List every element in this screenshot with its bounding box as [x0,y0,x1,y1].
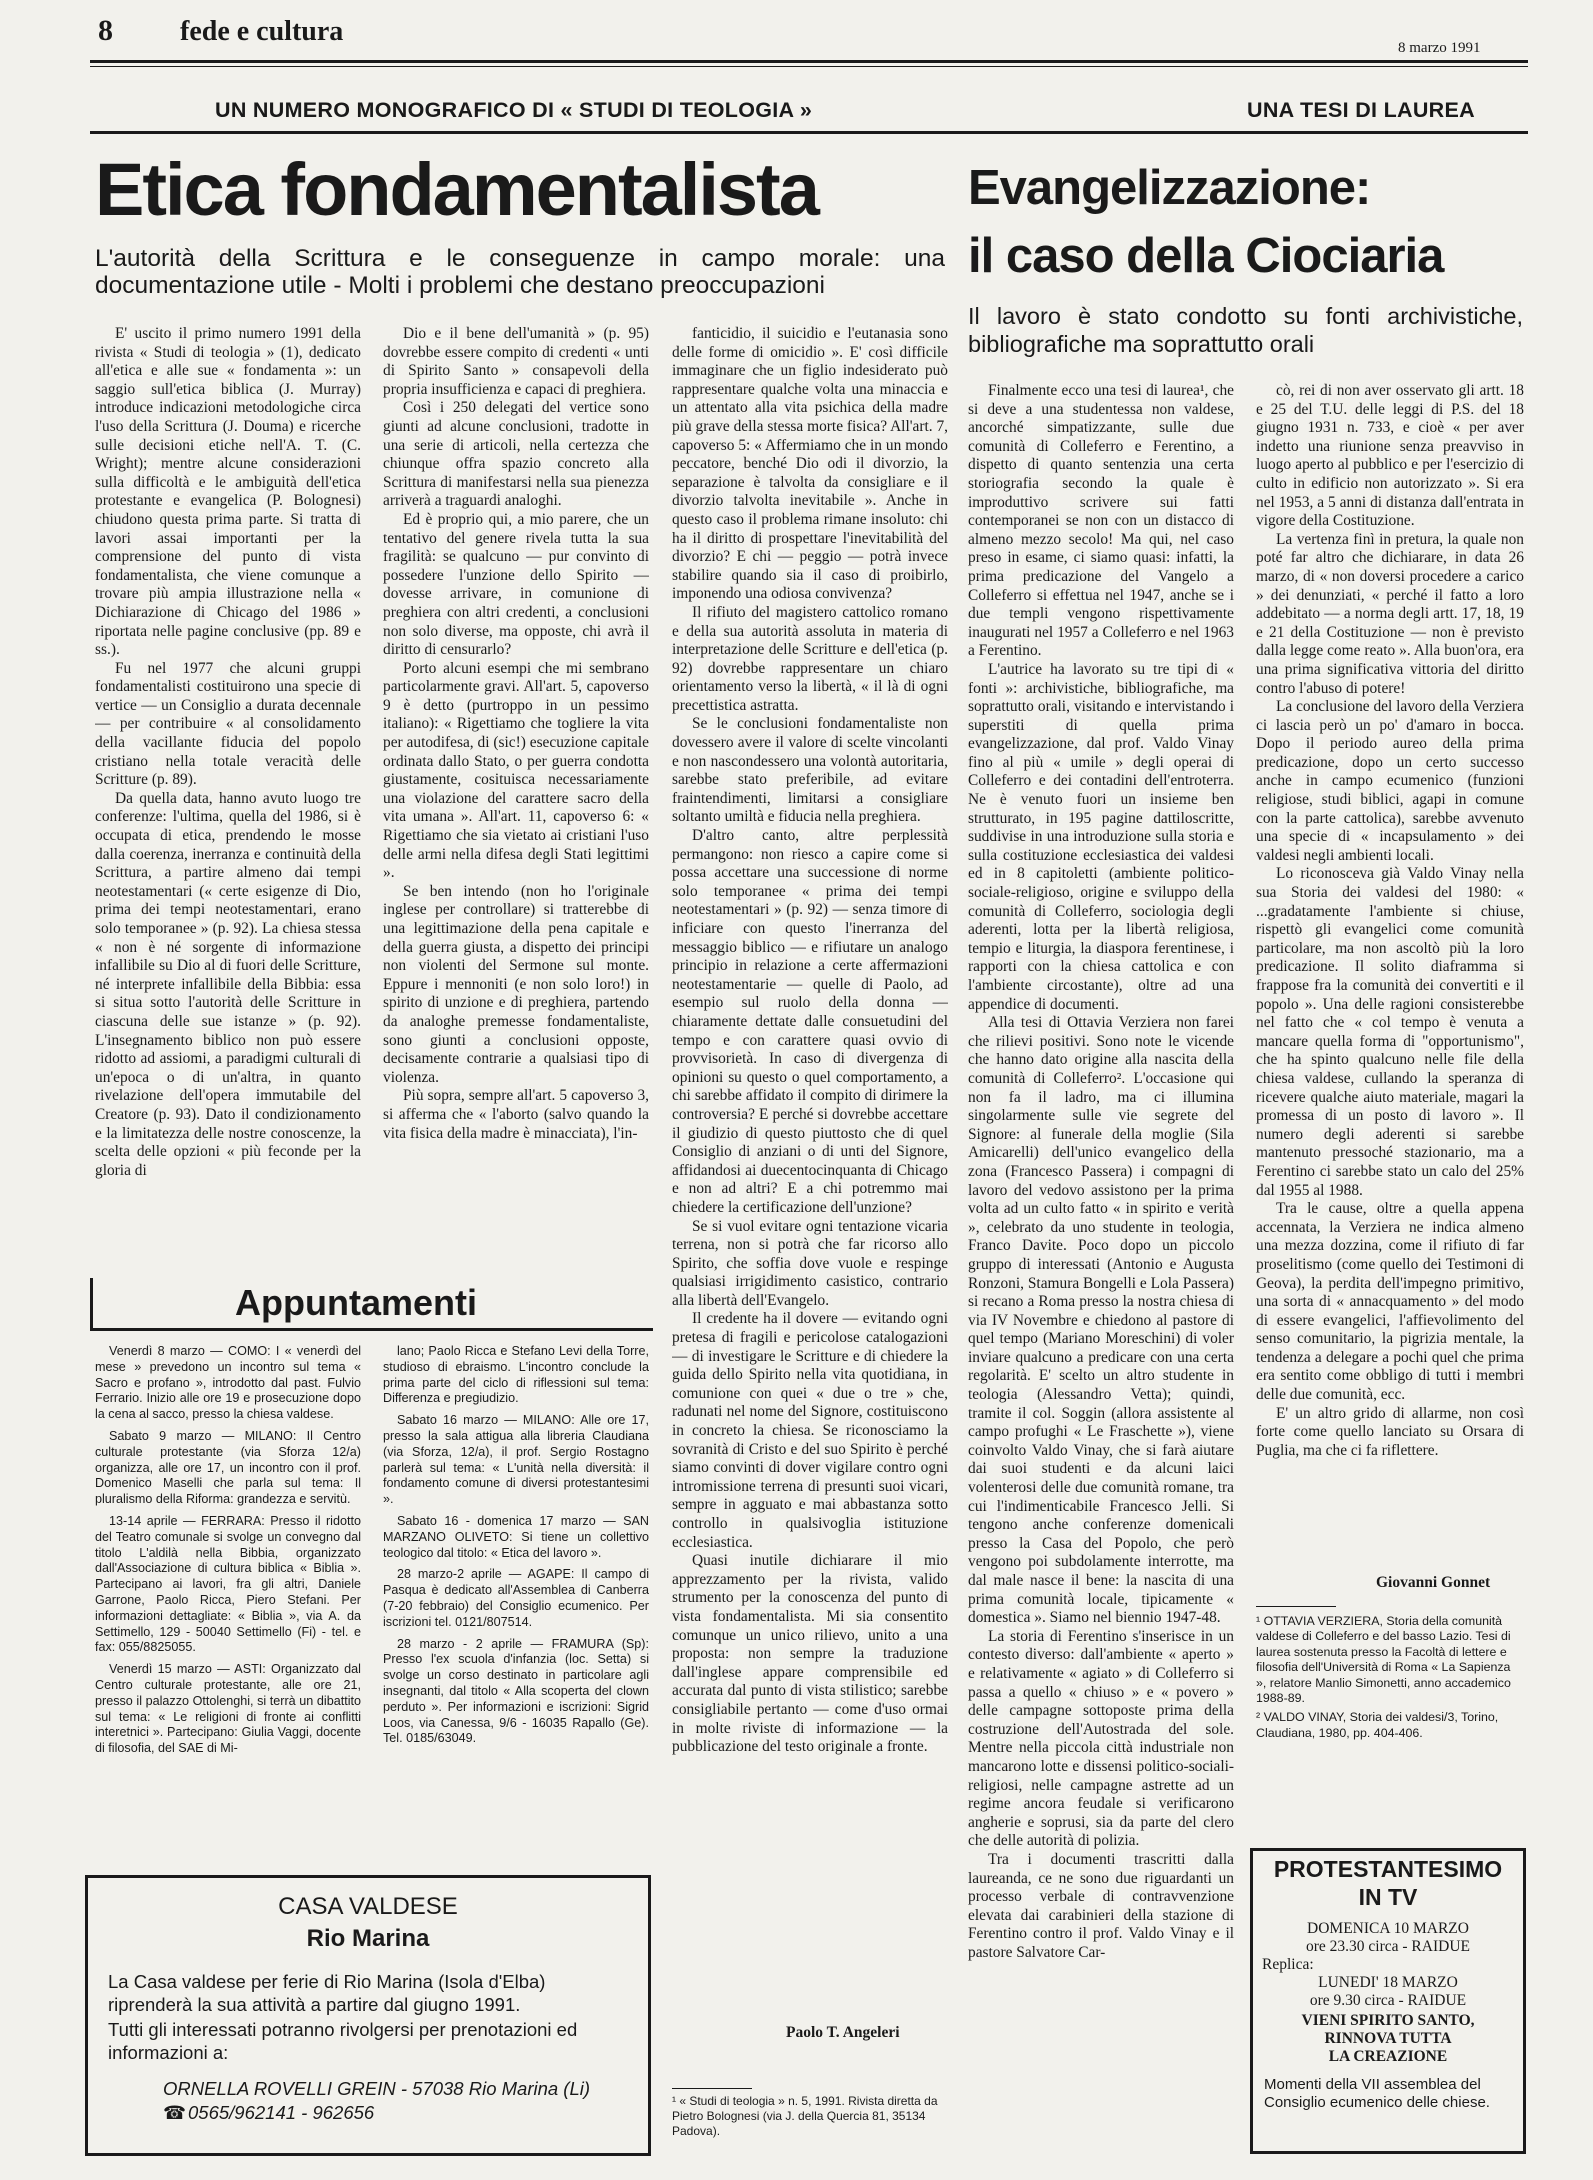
paragraph: Fu nel 1977 che alcuni gruppi fondamentalisti costituirono una specie di vertice — un Consiglio a durata decennale — per contribuire « al consolidamento della vacillante fiducia del popolo cristiano nella totale veracità delle Scritture (p. 89). [95,659,361,789]
paragraph: Tra le cause, oltre a quella appena accennata, la Verziera ne indica almeno una mezza dozzina, come il rifiuto di far proselitismo (come quello dei Testimoni di Geova), la perdita dell'impegno primitivo, una sorta di « annacquamento » del modo di essere evangelici, l'affievolimento del senso comunitario, la pigrizia mentale, la tendenza a delegare a pochi quel che prima era sentito come obbligo di tutti i membri delle due comunità, ecc. [1256,1200,1524,1404]
right-footnote-rule [1256,1606,1336,1607]
paragraph: Venerdì 15 marzo — ASTI: Organizzato dal Centro culturale protestante, alle ore 21, presso il palazzo Ottolenghi, si terrà un dibattito sul tema: « Le religioni di fronte ai conflitti interetnici ». Partecipano: Giulia Vaggi, docente di filosofia, del SAE di Mi- [95,1662,361,1756]
paragraph: Sabato 16 - domenica 17 marzo — SAN MARZANO OLIVETO: Si tiene un collettivo teologico dal titolo: « Etica del lavoro ». [383,1513,649,1560]
left-kicker: UN NUMERO MONOGRAFICO DI « STUDI DI TEOLOGIA » [215,98,813,122]
paragraph: Finalmente ecco una tesi di laurea¹, che si deve a una studentessa non valdese, ancorché simpatizzante, sulle due comunità di Colleferro e Ferentino, a dispetto di quanto sentenzia una certa storiografia secondo la quale è improduttivo scrivere sui fatti contemporanei se non con un distacco di almeno mezzo secolo! Ma qui, nel caso preso in esame, ci siamo quasi: infatti, la prima predicazione del Vangelo a Colleferro si effettua nel 1947, anche se i due templi vengono rispettivamente inaugurati nel 1957 a Colleferro e nel 1963 a Ferentino. [968,382,1234,660]
paragraph: 13-14 aprile — FERRARA: Presso il ridotto del Teatro comunale si svolge un convegno dal titolo L'aldilà nella Bibbia, organizzato dall'Associazione di cultura biblica « Biblia ». Partecipano ai lavori, fra gli altri, Daniele Garrone, Paolo Ricca, Piero Stefani. Per informazioni dettagliate: « Biblia », via A. da Settimello, 129 - 50040 Settimello (Fi) - tel. e fax: 055/8825055. [95,1513,361,1655]
paragraph: Alla tesi di Ottavia Verziera non farei che rilievi positivi. Sono note le vicende che hanno dato origine alla nascita della comunità di Colleferro². L'occasione qui non fa il ladro, ma ci illumina singolarmente sulle vie segrete del Signore: al funerale della moglie (Sila Amicarelli) dell'unico evangelico della zona (Francesco Passera) i compagni di lavoro del vedovo assistono per la prima volta ad un culto fatto « in spirito e verità », celebrato da uno studente in teologia, Franco Davite. Poco dopo un piccolo gruppo di interessati (Antonio e Augusta Ronzoni, Stamura Bongelli e Lola Passera) si recano a Roma presso la nostra chiesa di via IV Novembre e chiedono al pastore di quel tempo (Mariano Moreschini) di voler inviare qualcuno a predicare con una certa regolarità. E' scelto un altro studente in teologia (Alessandro Vetta); quindi, tramite il col. Soggin (allora assistente al campo profughi « Le Fraschette »), viene coinvolto Valdo Vinay, che si farà aiutare dai suoi studenti e da alcuni laici volenterosi delle due comunità romane, tra cui l'indimenticabile Francesco Jelli. Si tengono anche conferenze domenicali presso la Casa del Popolo, che però vengono poi subdolamente interrotte, ma dal male nasce il bene: la nascita di una prima comunità locale, tipicamente « domestica ». Siamo nel biennio 1947-48. [968,1014,1234,1627]
tv-line-4: LUNEDI' 18 MARZO [1318,1974,1458,1991]
right-subheadline: Il lavoro è stato condotto su fonti archivistiche, bibliografiche ma soprattutto orali [968,303,1523,357]
page-number: 8 [98,14,113,47]
paragraph: fanticidio, il suicidio e l'eutanasia sono delle forme di omicidio ». E' così difficile immaginare che un figlio indesiderato può rappresentare qualche volta una minaccia e un attentato alla vita psichica della madre più grave della stessa morte fisica? All'art. 7, capoverso 5: « Affermiamo che in un mondo peccatore, benché Dio odi il divorzio, la separazione è talvolta da consigliare e il divorzio talvolta inevitabile ». Anche in questo caso il problema rimane insoluto: chi ha il diritto di prospettare l'inevitabilità del divorzio? E chi — peggio — potrà invece stabilire quando sia il caso di proibirlo, imponendo una odiosa convivenza? [672,325,948,603]
paragraph: Se le conclusioni fondamentaliste non dovessero avere il valore di scelte vincolanti e non nascondessero una volontà autoritaria, sarebbe stato preferibile, ad evitare fraintendimenti, limitarsi a consigliare soltanto umiltà e fiducia nella preghiera. [672,715,948,826]
header-rule-thin [90,66,1528,67]
left-headline: Etica fondamentalista [95,148,818,231]
casa-valdese-phone: 0565/962141 - 962656 [188,2102,375,2123]
left-story-column-2 [383,325,649,1255]
appuntamenti-column-2 [383,1344,649,1814]
paragraph: Quasi inutile dichiarare il mio apprezzamento per la rivista, valido strumento per la conoscenza del punto di vista fondamentalista. Mi sia consentito comunque un unico rilievo, unito a una proposta: non sempre la traduzione dall'inglese appare comprensibile ed accurata dal punto di vista stilistico; sarebbe consigliabile pertanto — come d'uso ormai in molte riviste di informazione — la pubblicazione del testo originale a fronte. [672,1552,948,1756]
paragraph: cò, rei di non aver osservato gli artt. 18 e 25 del T.U. delle leggi di P.S. del 18 giugno 1931 n. 733, e cioè « per aver indetto una riunione senza preavviso in luogo aperto al pubblico e per l'esercizio di culto in edificio non autorizzato ». Si era nel 1953, a 5 anni di distanza dall'entrata in vigore della Costituzione. [1256,382,1524,530]
tv-title-2: IN TV [1358,1884,1418,1910]
paragraph: 28 marzo-2 aprile — AGAPE: Il campo di Pasqua è dedicato all'Assemblea di Canberra (7-20 febbraio) del Consiglio ecumenico. Per iscrizioni tel. 0121/807514. [383,1567,649,1629]
header-rule [90,60,1528,63]
paragraph: Il rifiuto del magistero cattolico romano e della sua autorità assoluta in materia di interpretazione delle Scritture e dell'etica (p. 92) dovrebbe rappresentare un chiaro orientamento verso la libertà, « il là di ogni precettistica astratta. [672,603,948,714]
paragraph: Se si vuol evitare ogni tentazione vicaria terrena, non si potrà che far ricorso allo Spirito, che soffia dove vuole e respinge qualsiasi irrigidimento casistico, contrario alla libertà dell'Evangelo. [672,1217,948,1309]
paragraph: L'autrice ha lavorato su tre tipi di « fonti »: archivistiche, bibliografiche, ma soprattutto orali, visitando e intervistando i superstiti di quella prima evangelizzazione, dal prof. Valdo Vinay fino al più « umile » degli operai di Colleferro e dei contadini dell'entroterra. Ne è venuto fuori un insieme ben strutturato, in 195 pagine dattiloscritte, suddivise in una introduzione sulla storia e sulla costituzione ecclesiastica dei valdesi ed in 8 capitoletti (ambiente politico-sociale-religioso, origine e sviluppo della comunità di Colleferro, sociologia degli aderenti, lotta per la libertà religiosa, tempio e liturgia, la diaspora ferentinese, i rapporti con la chiesa cattolica e con l'ambiente circostante), oltre ad una appendice di documenti. [968,660,1234,1013]
right-story-column-2 [1256,382,1524,1562]
paragraph: ² VALDO VINAY, Storia dei valdesi/3, Torino, Claudiana, 1980, pp. 404-406. [1256,1710,1499,1740]
paragraph: Il credente ha il dovere — evitando ogni pretesa di fragili e pericolose catalogazioni — di investigare le Scritture e di chiedere la guida dello Spirito nella vita quotidiana, in comunione con quei « due o tre » che, radunati nel nome del Signore, costituiscono in concreto la chiesa. Se riconosciamo la sovranità di Cristo e del suo Spirito è perché siamo convinti di dover vigilare contro ogni intromissione terrena di presunti suoi vicari, sempre in agguato e mai abbastanza sotto controllo in qualsivoglia istituzione ecclesiastica. [672,1310,948,1551]
tv-title-1: PROTESTANTESIMO [1273,1856,1503,1882]
right-headline-2: il caso della Ciociaria [968,229,1444,283]
paragraph: Sabato 9 marzo — MILANO: Il Centro culturale protestante (via Sforza 12/a) organizza, alle ore 17, un incontro con il prof. Domenico Maselli che parla sul tema: Il pluralismo della Riforma: grandezza e servitù. [95,1428,361,1507]
paragraph: Dio e il bene dell'umanità » (p. 95) dovrebbe essere compito di credenti « unti di Spirito Santo » consapevoli della propria insufficienza e capaci di preghiera. [383,325,649,398]
paragraph: Così i 250 delegati del vertice sono giunti ad alcune conclusioni, tradotte in una serie di articoli, nella certezza che chiunque offra spazio concreto alla Scrittura di manifestarsi nella sua pienezza arriverà a traguardi analoghi. [383,399,649,510]
appuntamenti-column-1 [95,1344,361,1874]
paragraph: Se ben intendo (non ho l'originale inglese per controllare) si tratterebbe di una legittimazione della pena capitale e della guerra giusta, a dispetto dei principi non violenti del Sermone sul monte. Eppure i mennoniti (e non solo loro!) in spirito di unzione e di preghiera, partendo da analoghe premesse fondamentaliste, sono giunti a conclusioni opposte, decisamente contrarie a qualsiasi tipo di violenza. [383,882,649,1086]
paragraph: Da quella data, hanno avuto luogo tre conferenze: l'ultima, quella del 1986, si è occupata di etica, prendendo le mosse dalla coerenza, inerranza e continuità della Scrittura, a partire almeno dai tempi neotestamentari (« certe esigenze di Dio, prima dei tempi neotestamentari, erano solo temporanee » (p. 92). La chiesa stessa « non è né sorgente di informazione infallibile su Dio al di fuori delle Scritture, né interprete infallibile della Bibbia: essa si situa sotto l'autorità delle Scritture in ciascuna delle sue istanze » (p. 92). L'insegnamento biblico non può essere ridotto ad assiomi, a paradigmi culturali di un'epoca o di un'altra, in quanto rivelazione dell'opera immutabile del Creatore (p. 93). Dato il condizionamento e la limitatezza delle nostre conoscenze, la scelta delle opzioni « più feconde per la gloria di [95,789,361,1179]
paragraph: Venerdì 8 marzo — COMO: I « venerdì del mese » prevedono un incontro sul tema « Sacro e profano », introdotto dal past. Fulvio Ferrario. Inizio alle ore 19 e prosecuzione dopo la cena al sacco, presso la chiesa valdese. [95,1344,361,1422]
paragraph: ¹ OTTAVIA VERZIERA, Storia della comunità valdese di Colleferro e del basso Lazio. Tesi di laurea sostenuta presso la Facoltà di lettere e filosofia dell'Università di Roma « La Sapienza », relatore Manlio Simonetti, anno accademico 1988-89. [1256,1614,1511,1706]
tv-line-1: DOMENICA 10 MARZO [1307,1920,1469,1937]
appuntamenti-title: Appuntamenti [235,1282,477,1323]
paragraph: E' un altro grido di allarme, non così forte come quello lanciato su Orsara di Puglia, ma che ci fa riflettere. [1256,1404,1524,1459]
paragraph: lano; Paolo Ricca e Stefano Levi della Torre, studioso di ebraismo. L'incontro conclude la prima parte del ciclo di riflessioni sul tema: Differenza e pregiudizio. [383,1344,649,1406]
tv-line-6: VIENI SPIRITO SANTO, [1301,2012,1475,2029]
paragraph: La vertenza finì in pretura, la quale non poté far altro che dichiarare, in data 26 marzo, di « non doversi procedere a carico » dei denunziati, « perché il fatto a loro addebitato — a norma degli artt. 17, 18, 19 e 21 della Costituzione — non è previsto dalla legge come reato ». Alla buon'ora, era una prima significativa vittoria del diritto contro l'abuso di potere! [1256,530,1524,697]
right-kicker: UNA TESI DI LAUREA [1247,98,1475,122]
right-story-author: Giovanni Gonnet [1376,1574,1491,1591]
left-story-footnote: ¹ « Studi di teologia » n. 5, 1991. Rivista diretta da Pietro Bolognesi (via J. della Quercia 81, 35134 Padova). [672,2094,938,2138]
paragraph: Porto alcuni esempi che mi sembrano particolarmente gravi. All'art. 5, capoverso 9 è detto (purtroppo in un pessimo italiano): « Rigettiamo che togliere la vita per autodifesa, di (sic!) esecuzione capitale ordinata dallo Stato, o per guerra condotta giustamente, cosituisca necessariamente una violazione del carattere sacro della vita umana ». All'art. 11, capoverso 6: « Rigettiamo che sia vietato ai cristiani l'uso delle armi nella difesa degli Stati legittimi ». [383,659,649,882]
left-story-author: Paolo T. Angeleri [786,2024,900,2041]
right-story-column-1 [968,382,1234,2162]
issue-date: 8 marzo 1991 [1398,40,1481,56]
casa-valdese-text-1: La Casa valdese per ferie di Rio Marina (Isola d'Elba) riprenderà la sua attività a partire dal giugno 1991. [108,1971,546,2015]
tv-line-7: RINNOVA TUTTA [1324,2030,1452,2047]
paragraph: D'altro canto, altre perplessità permangono: non riesco a capire come si possa accettare una successione di norme solo temporanee « prima dei tempi neotestamentari » (p. 92) — senza timore di inficiare con questo l'inerranza del messaggio biblico — e rifiutare un analogo principio in relazione a certe affermazioni neotestamentarie — quelle di Paolo, ad esempio sul ruolo della donna — chiaramente dettate dalle consuetudini del tempo e con carattere quasi ovvio di provvisorietà. In caso di divergenza di opinioni su questo o quel comportamento, a chi sarebbe affidato il compito di dirimere la controversia? E perché si dovrebbe accettare il giudizio di questo piuttosto che di quel Consiglio di anziani o di unti del Signore, affidandosi ai duecentocinquanta di Chicago e non ad altri? E a chi potremmo mai chiedere la certificazione dell'unzione? [672,827,948,1216]
paragraph: La storia di Ferentino s'inserisce in un contesto diverso: dall'ambiente « aperto » e relativamente « agiato » di Colleferro si passa a quello « chiuso » e « povero » delle campagne sottoposte prima della costruzione dell'Autostrada del sole. Mentre nella piccola città industriale non mancarono lotte e dissensi politico-sociali-religiosi, nelle campagne astrette ad un regime ancora feudale si verificarono angherie e soprusi, sia da parte del clero che delle autorità di polizia. [968,1627,1234,1850]
casa-valdese-text-2: Tutti gli interessati potranno rivolgersi per prenotazioni ed informazioni a: [108,2019,578,2063]
tv-line-9: Momenti della VII assemblea del Consiglio ecumenico delle chiese. [1264,2076,1490,2111]
casa-valdese-title: CASA VALDESE [278,1893,458,1920]
left-subheadline: L'autorità della Scrittura e le conseguenze in campo morale: una documentazione utile - Molti i problemi che destano preoccupazioni [95,245,945,299]
right-headline-1: Evangelizzazione: [968,161,1371,215]
paragraph: La conclusione del lavoro della Verziera ci lascia però un po' d'amaro in bocca. Dopo il periodo aureo della prima predicazione, dopo un certo successo anche in campo ecumenico (funzioni religiose, studi biblici, agapi in comune con la parte cattolica), sarebbe avvenuto una specie di « incapsulamento » dei valdesi negli ambienti locali. [1256,698,1524,864]
paragraph: Tra i documenti trascritti dalla laureanda, ce ne sono due riguardanti un processo verbale di contravvenzione elevata dai carabinieri della stazione di Ferentino contro il prof. Valdo Vinay e il pastore Salvatore Car- [968,1850,1234,1961]
phone-icon: ☎ [163,2102,187,2123]
paragraph: Ed è proprio qui, a mio parere, che un tentativo del genere rivela tutta la sua fragilità: se qualcuno — pur convinto di possedere l'unzione dello Spirito — dovesse arrivare, in comunione di preghiera con altri credenti, a conclusioni non solo diverse, ma opposte, chi avrà il diritto di censurarlo? [383,510,649,659]
casa-valdese-contact: ORNELLA ROVELLI GREIN - 57038 Rio Marina (Li) [163,2078,591,2099]
tv-line-3: Replica: [1262,1956,1314,1973]
tv-line-2: ore 23.30 circa - RAIDUE [1306,1938,1470,1955]
footnote-rule [672,2088,752,2089]
paragraph: Più sopra, sempre all'art. 5 capoverso 3, si afferma che « l'aborto (salvo quando la vita fisica della madre è minacciata), l'in- [383,1087,649,1142]
paragraph: 28 marzo - 2 aprile — FRAMURA (Sp): Presso l'ex scuola d'infanzia (loc. Setta) si svolge un corso destinato in particolare agli insegnanti, dal titolo « Alla scoperta del clown perduto ». Per informazioni e iscrizioni: Sigrid Loos, via Canessa, 9/6 - 16035 Rapallo (Ge). Tel. 0185/63049. [383,1636,649,1746]
kicker-rule [90,131,1528,134]
paragraph: E' uscito il primo numero 1991 della rivista « Studi di teologia » (1), dedicato all'etica e alle sue « fondamenta »: un saggio sull'etica biblica (J. Murray) introduce indicazioni metodologiche circa l'uso della Scrittura (J. Douma) e ricerche sulle decisioni etiche nell'A. T. (C. Wright); mentre alcune considerazioni sulla difficoltà e le ambiguità dell'etica protestante e evangelica (P. Bolognesi) chiudono questa prima parte. Si tratta di lavori assai importanti per la comprensione del punto di vista fondamentalista, che viene comunque a trovare più ampia illustrazione nella « Dichiarazione di Chicago del 1986 » riportata nelle pagine conclusive (pp. 89 e ss.). [95,325,361,659]
right-story-footnotes [1256,1614,1524,1745]
left-story-column-3 [672,325,948,2020]
paragraph: Lo riconosceva già Valdo Vinay nella sua Storia dei valdesi del 1980: « ...gradatamente l'ambiente si chiuse, rispettò gli evangelici come comunità particolare, ma non ascoltò più la loro predicazione. Il solito diaframma si frappose fra la comunità dei convertiti e il popolo ». Una delle ragioni consisterebbe nel fatto che « col tempo è venuta a mancare quella forma di "opportunismo", che ha spinto qualcuno nelle file della chiesa valdese, cullando la speranza di ricevere qualche aiuto materiale, magari la promessa di un posto di lavoro ». Il numero degli aderenti si sarebbe mantenuto pressoché stazionario, ma a Ferentino ci sarebbe stato un calo del 25% dal 1955 al 1988. [1256,865,1524,1199]
section-name: fede e cultura [180,16,344,47]
left-story-column-1 [95,325,361,1255]
tv-line-8: LA CREAZIONE [1328,2048,1448,2065]
casa-valdese-subtitle: Rio Marina [306,1925,430,1952]
paragraph: Sabato 16 marzo — MILANO: Alle ore 17, presso la sala attigua alla libreria Claudiana (via Sforza, 12/a), il prof. Sergio Rostagno parlerà sul tema: « L'unità nella diversità: il fondamento comune di diversi protestantesimi ». [383,1413,649,1507]
tv-line-5: ore 9.30 circa - RAIDUE [1309,1992,1467,2009]
